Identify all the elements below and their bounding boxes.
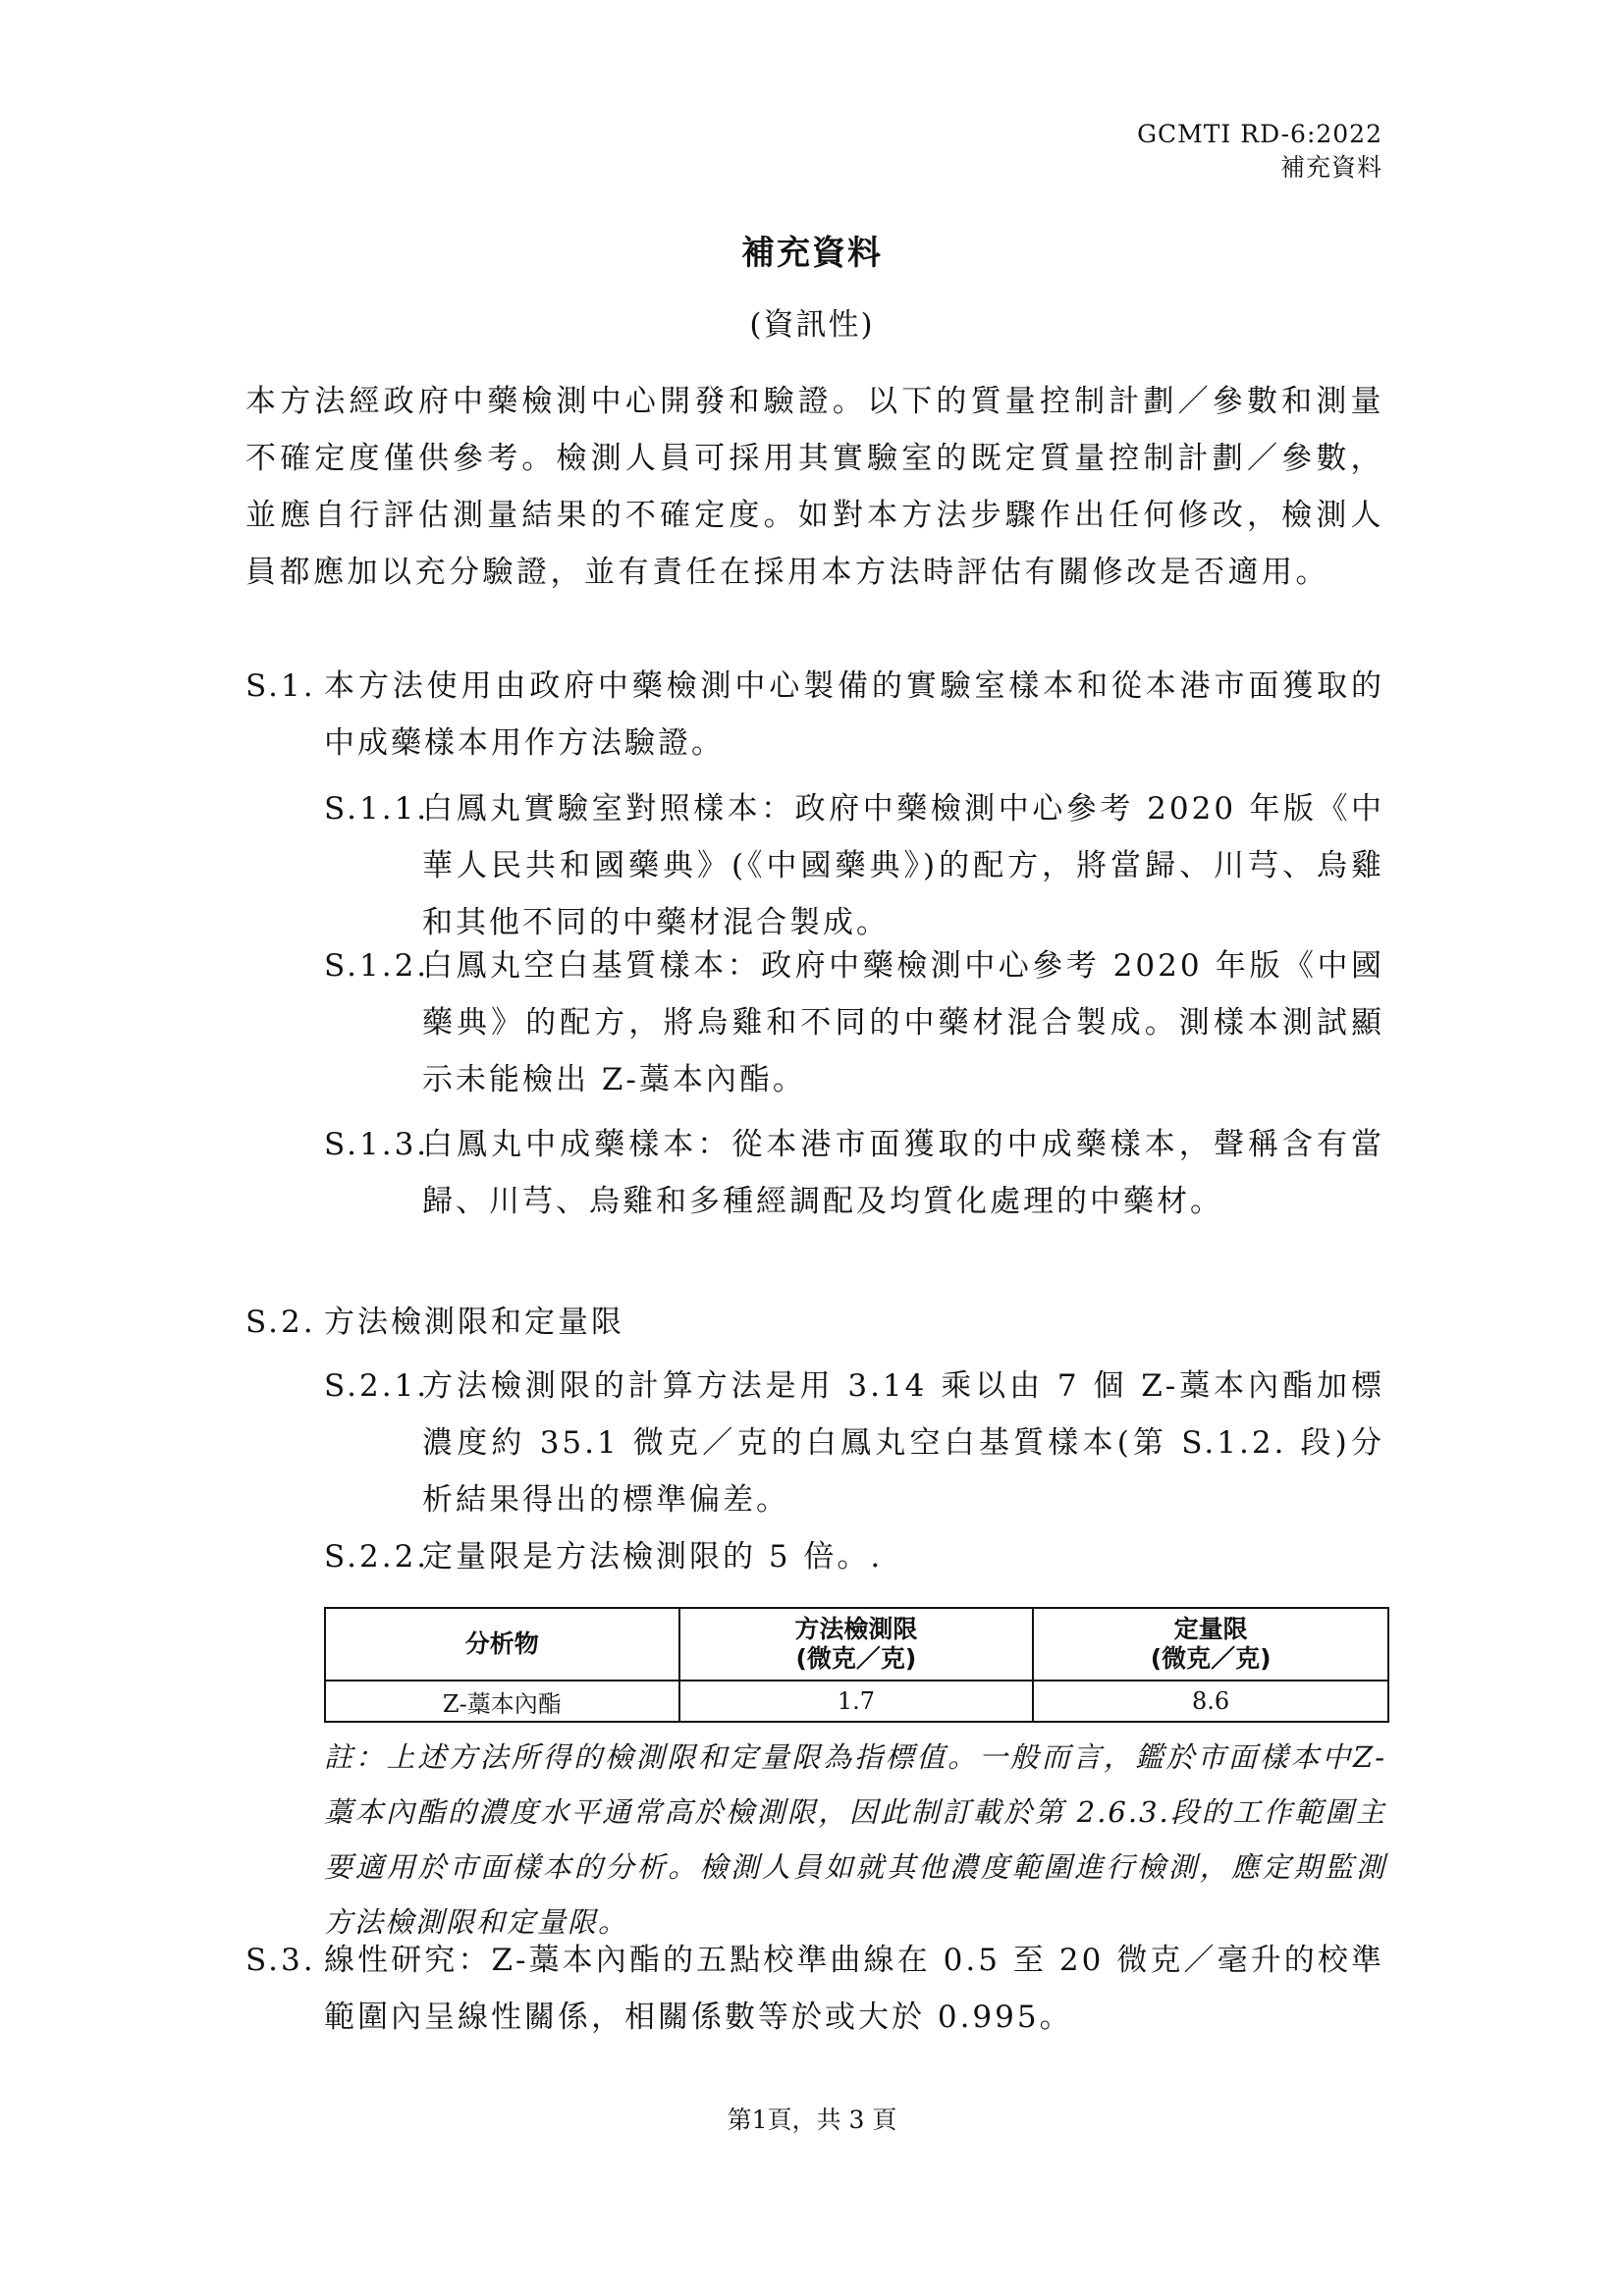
section-text: 定量限是方法檢測限的 5 倍。. [422,1539,884,1575]
header-loq [1033,1608,1388,1681]
cell-mdl: 1.7 [679,1681,1034,1722]
cell-loq: 8.6 [1033,1681,1388,1722]
section-text: 白鳳丸實驗室對照樣本：政府中藥檢測中心參考 2020 年版《中華人民共和國藥典》(《中國藥典》)的配方，將當歸、川芎、烏雞和其他不同的中藥材混合製成。 [422,791,1384,940]
section-s1-1 [324,780,1384,951]
page-header [1137,118,1382,185]
header-loq-label: 定量限 [1173,1615,1248,1643]
page-title: 補充資料 [741,234,883,273]
table-row [325,1681,1388,1722]
document-code: GCMTI RD-6:2022 [1137,120,1382,148]
section-number: S.1.1. [324,791,430,827]
page-footer: 第1頁，共 3 頁 [727,2106,897,2134]
header-mdl-unit: (微克／克) [795,1644,917,1673]
section-s2-1 [324,1358,1384,1528]
section-text: 線性研究：Z-藁本內酯的五點校準曲線在 0.5 至 20 微克／毫升的校準範圍內呈線性關係，相關係數等於或大於 0.995。 [324,1943,1384,2035]
section-text: 方法檢測限的計算方法是用 3.14 乘以由 7 個 Z-藁本內酯加標濃度約 35.1 微克／克的白鳳丸空白基質樣本(第 S.1.2. 段)分析結果得出的標準偏差。 [422,1368,1384,1518]
page-subtitle: (資訊性) [749,307,875,343]
section-number: S.2.2. [324,1539,430,1575]
header-mdl-label: 方法檢測限 [794,1615,918,1643]
section-number: S.2. [245,1305,316,1340]
cell-analyte: Z-藁本內酯 [325,1681,679,1722]
intro-paragraph: 本方法經政府中藥檢測中心開發和驗證。以下的質量控制計劃／參數和測量不確定度僅供參考。檢測人員可採用其實驗室的既定質量控制計劃／參數，並應自行評估測量結果的不確定度。如對本方法步驟作出任何修改，檢測人員都應加以充分驗證，並有責任在採用本方法時評估有關修改是否適用。 [245,384,1384,590]
section-text: 本方法使用由政府中藥檢測中心製備的實驗室樣本和從本港市面獲取的中成藥樣本用作方法驗證。 [324,668,1384,761]
section-number: S.1.3. [324,1127,430,1162]
header-analyte: 分析物 [325,1608,679,1681]
section-text: 白鳳丸中成藥樣本：從本港市面獲取的中成藥樣本，聲稱含有當歸、川芎、烏雞和多種經調配及均質化處理的中藥材。 [422,1127,1384,1219]
section-s1-3 [324,1116,1384,1230]
section-s2-2 [324,1528,1384,1585]
table-header-row [325,1608,1388,1681]
section-s1-2 [324,937,1384,1108]
section-text: 方法檢測限和定量限 [324,1305,624,1340]
section-s3 [245,1932,1384,2046]
header-section-label: 補充資料 [1279,153,1382,182]
table-note: 註：上述方法所得的檢測限和定量限為指標值。一般而言，鑑於市面樣本中Z-藁本內酯的濃度水平通常高於檢測限，因此制訂載於第 2.6.3.段的工作範圍主要適用於市面樣本的分析。檢測人員如就其他濃度範圍進行檢測，應定期監測方法檢測限和定量限。 [324,1740,1386,1939]
section-text: 白鳳丸空白基質樣本：政府中藥檢測中心參考 2020 年版《中國藥典》的配方，將烏雞和不同的中藥材混合製成。測樣本測試顯示未能檢出 Z-藁本內酯。 [422,948,1384,1097]
header-loq-unit: (微克／克) [1150,1644,1272,1673]
section-number: S.3. [245,1943,316,1978]
section-s1 [245,658,1384,772]
detection-limit-table [324,1607,1389,1723]
section-number: S.1. [245,668,316,704]
section-number: S.1.2. [324,948,430,984]
header-mdl [679,1608,1034,1681]
section-s2 [245,1294,1384,1351]
section-number: S.2.1. [324,1368,430,1404]
